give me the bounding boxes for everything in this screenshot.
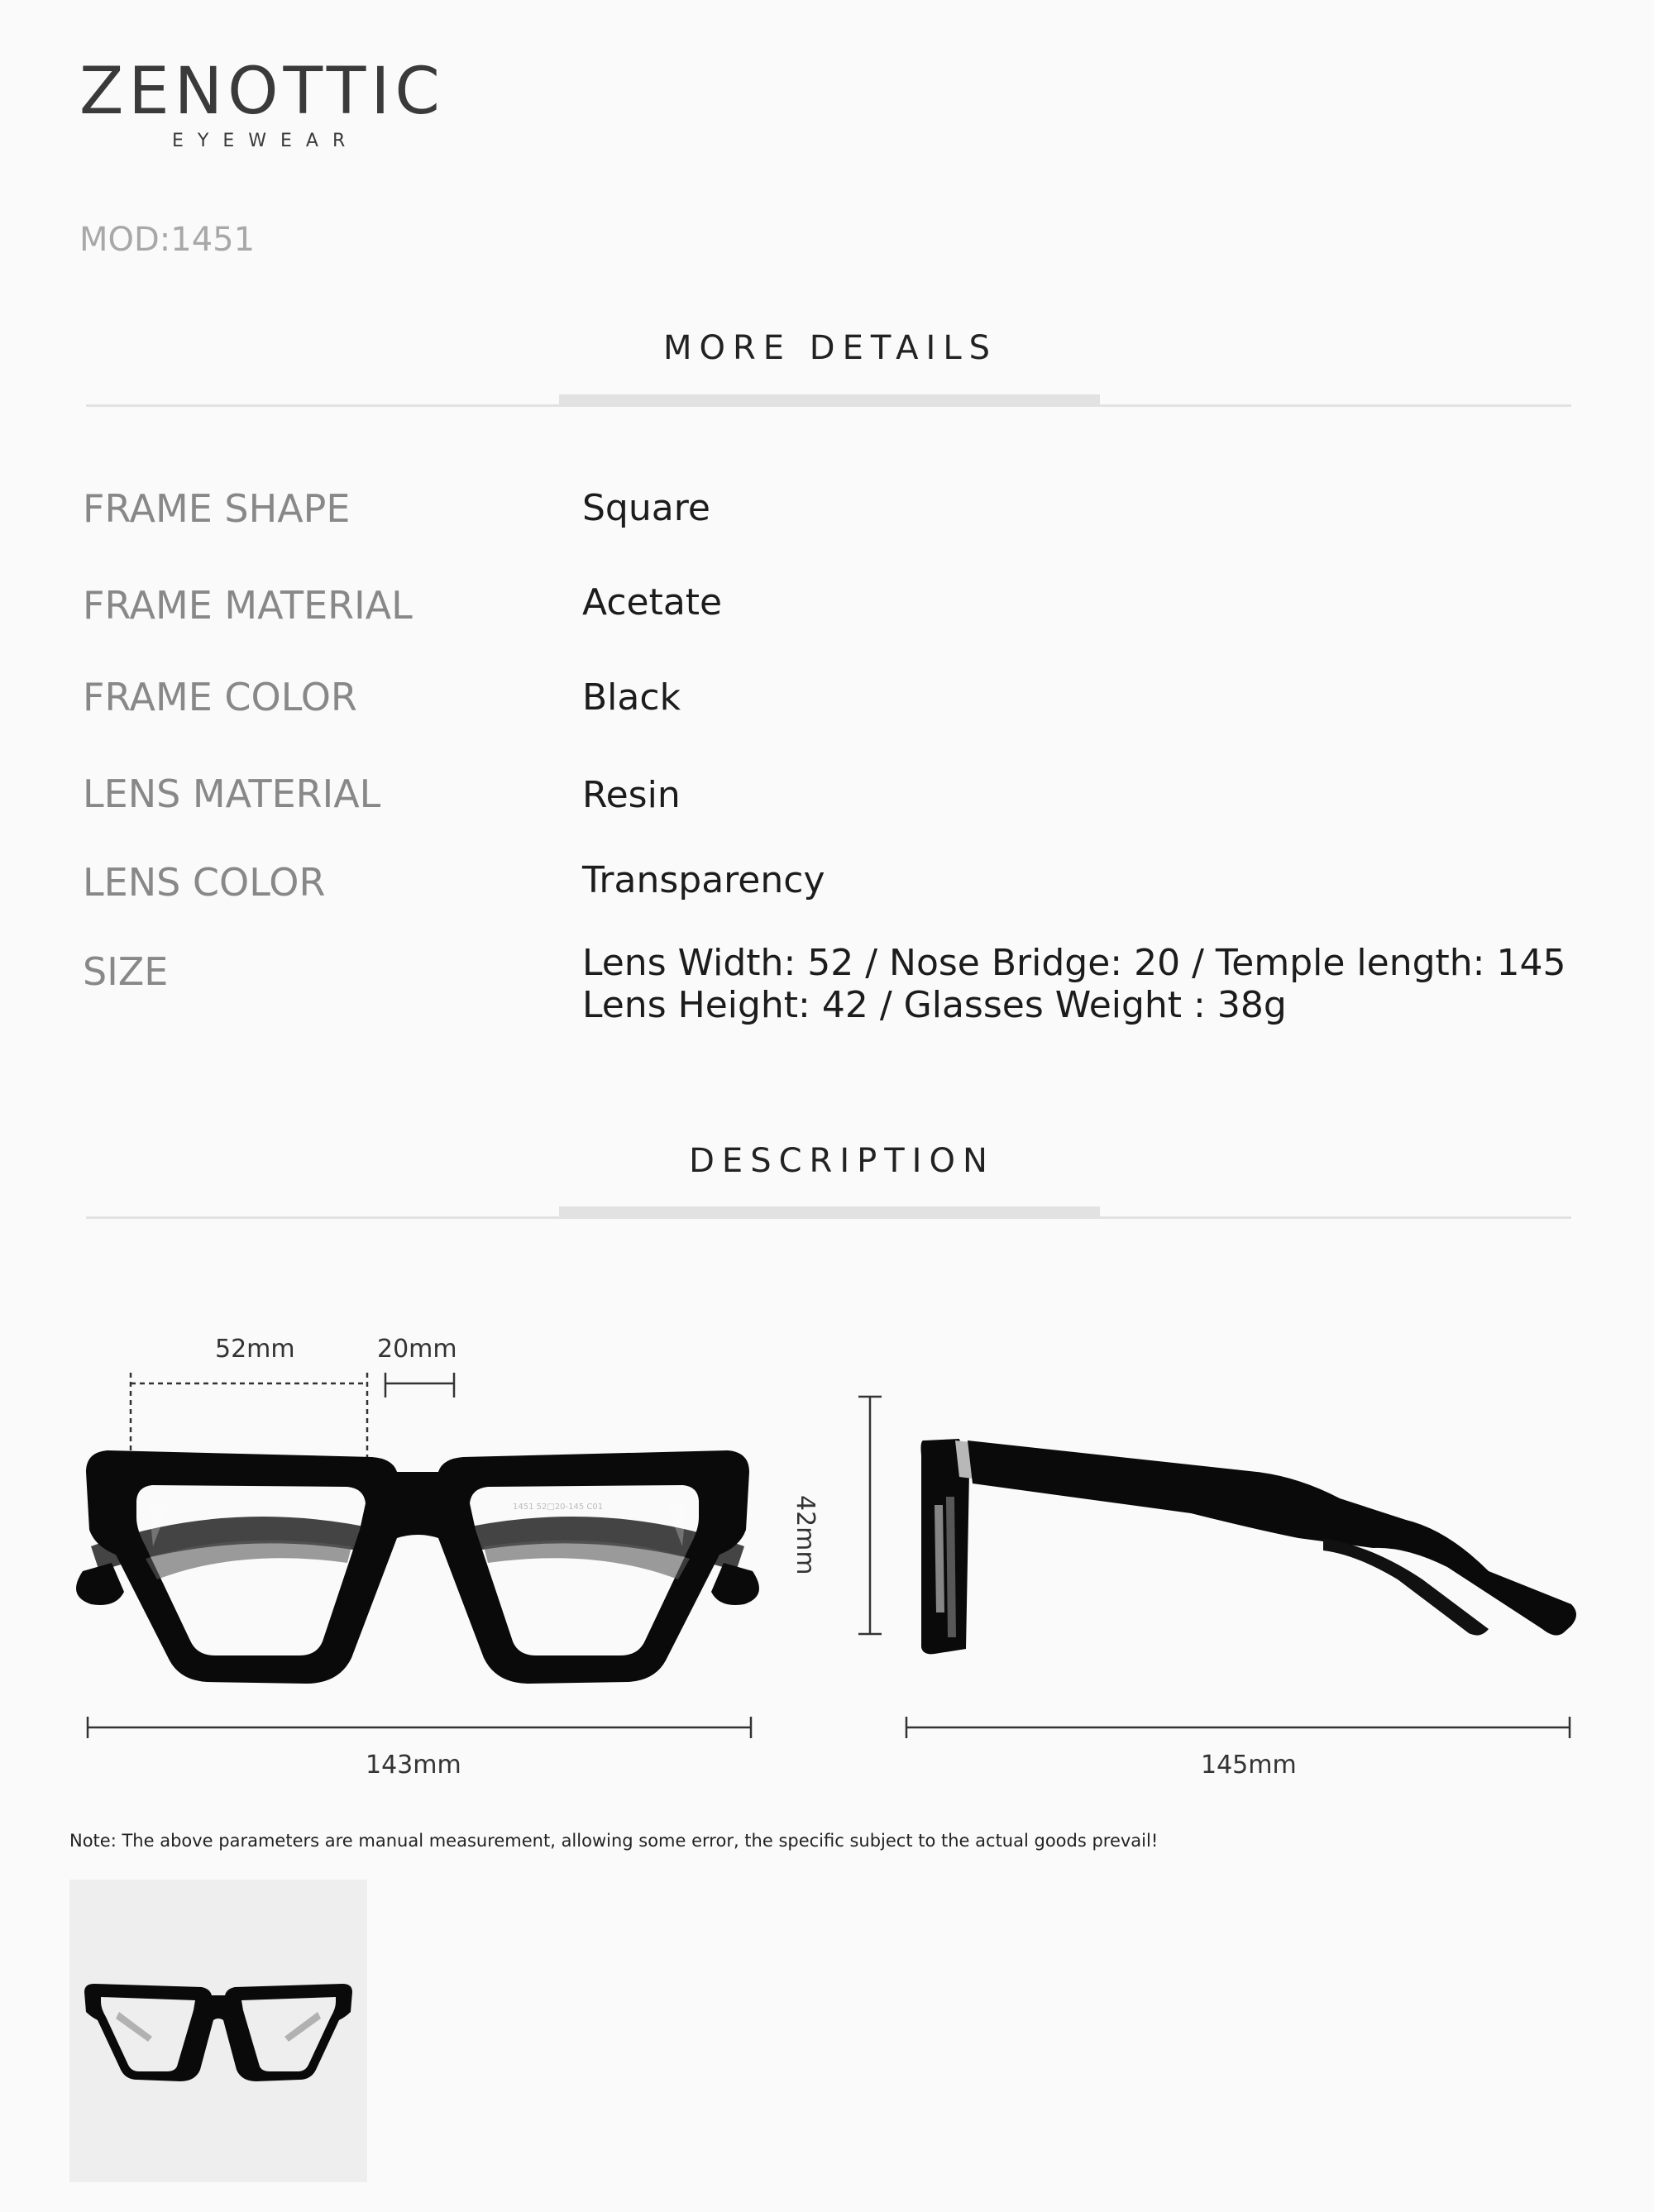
spec-label-frame-shape: FRAME SHAPE — [83, 486, 351, 531]
frame-width-label: 143mm — [366, 1751, 461, 1780]
section-divider-accent — [559, 394, 1100, 406]
glasses-front-view — [66, 1439, 769, 1695]
frame-print-text: 1451 52□20-145 C01 — [513, 1503, 604, 1512]
spec-label-frame-color: FRAME COLOR — [83, 675, 357, 719]
spec-label-lens-material: LENS MATERIAL — [83, 772, 381, 816]
spec-label-frame-material: FRAME MATERIAL — [83, 583, 413, 628]
spec-label-size: SIZE — [83, 949, 169, 994]
spec-value-size-line1: Lens Width: 52 / Nose Bridge: 20 / Temple length: 145 — [582, 942, 1566, 984]
bridge-width-label: 20mm — [377, 1335, 457, 1364]
lens-height-label: 42mm — [791, 1495, 820, 1575]
spec-value-lens-material: Resin — [582, 774, 681, 816]
section-title-more-details: MORE DETAILS — [662, 329, 997, 367]
spec-value-frame-color: Black — [582, 676, 681, 719]
temple-length-label: 145mm — [1201, 1751, 1297, 1780]
measurement-note: Note: The above parameters are manual measurement, allowing some error, the specific subject to the actual goods prevail! — [69, 1831, 1159, 1851]
spec-label-lens-color: LENS COLOR — [83, 860, 326, 905]
brand-logo: ZENOTTIC — [79, 55, 445, 129]
product-thumbnail — [69, 1880, 367, 2182]
spec-value-frame-shape: Square — [582, 487, 710, 529]
spec-value-size-line2: Lens Height: 42 / Glasses Weight : 38g — [582, 984, 1287, 1026]
model-number: MOD:1451 — [79, 221, 256, 259]
glasses-side-view — [910, 1422, 1588, 1670]
spec-value-lens-color: Transparency — [582, 859, 825, 901]
section-divider-accent — [559, 1206, 1100, 1218]
glasses-thumbnail-image — [69, 1880, 367, 2182]
section-title-description: DESCRIPTION — [689, 1142, 995, 1180]
brand-tagline: EYEWEAR — [172, 131, 360, 151]
lens-width-label: 52mm — [215, 1335, 295, 1364]
spec-value-frame-material: Acetate — [582, 581, 723, 623]
